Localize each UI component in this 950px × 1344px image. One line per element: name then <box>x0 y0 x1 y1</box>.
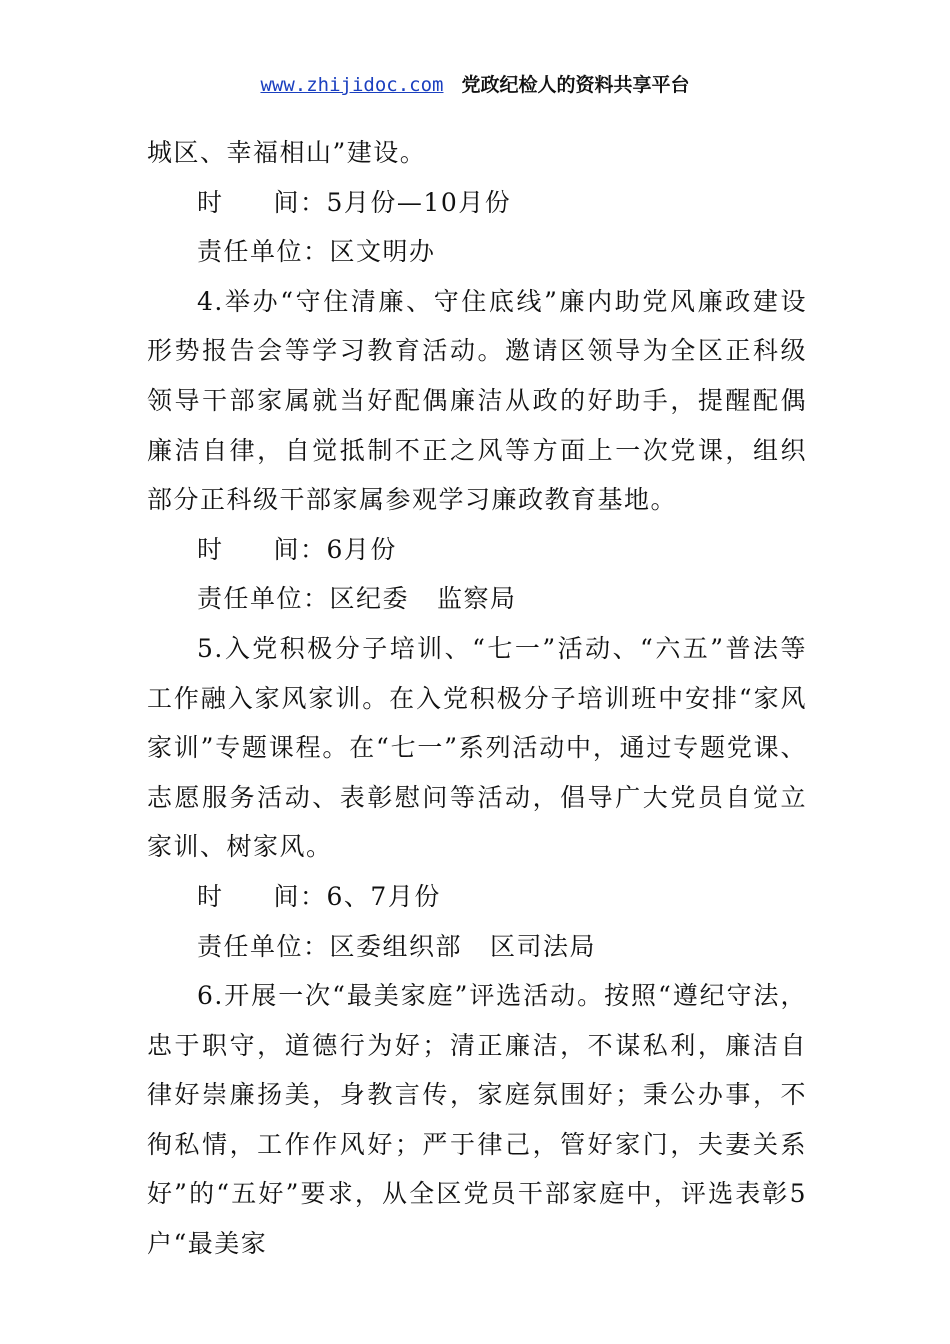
item-6-paragraph: 6.开展一次“最美家庭”评选活动。按照“遵纪守法，忠于职守，道德行为好；清正廉洁，不谋私利，廉洁自律好崇廉扬美，身教言传，家庭氛围好；秉公办事，不徇私情，工作作风好；严于律己，管好家门，夫妻关系好”的“五好”要求，从全区党员干部家庭中，评选表彰5户“最美家 <box>147 981 807 1259</box>
unit-line-2 <box>147 574 807 624</box>
unit-label-1: 责任单位： <box>197 237 330 267</box>
item-5-paragraph: 5.入党积极分子培训、“七一”活动、“六五”普法等工作融入家风家训。在入党积极分子培训班中安排“家风家训”专题课程。在“七一”系列活动中，通过专题党课、志愿服务活动、表彰慰问等活动，倡导广大党员自觉立家训、树家风。 <box>147 633 807 862</box>
time-label-char-1: 时 <box>197 187 224 217</box>
time-label-char-2: 间： <box>273 534 327 564</box>
unit-line-1 <box>147 227 807 277</box>
time-label-char-2: 间： <box>273 187 327 217</box>
unit-value-2b: 监察局 <box>437 584 517 614</box>
paragraph-continuation: 城区、幸福相山”建设。 <box>147 138 427 167</box>
time-label-char-1: 时 <box>197 881 224 911</box>
unit-line-3 <box>147 922 807 972</box>
unit-label-2: 责任单位： <box>197 584 330 614</box>
time-value-2: 6月份 <box>326 534 397 564</box>
unit-value-1: 区文明办 <box>329 237 436 267</box>
time-line-2 <box>147 525 807 575</box>
time-value-1: 5月份—10月份 <box>326 187 512 217</box>
site-link[interactable]: www.zhijidoc.com <box>260 74 444 96</box>
unit-value-3a: 区委组织部 <box>329 931 463 961</box>
time-label-char-2: 间： <box>273 881 327 911</box>
time-line-3 <box>147 872 807 922</box>
unit-value-2a: 区纪委 <box>329 584 410 614</box>
page-header <box>0 72 950 98</box>
item-4-paragraph: 4.举办“守住清廉、守住底线”廉内助党风廉政建设形势报告会等学习教育活动。邀请区领导为全区正科级领导干部家属就当好配偶廉洁从政的好助手，提醒配偶廉洁自律，自觉抵制不正之风等方面上一次党课，组织部分正科级干部家属参观学习廉政教育基地。 <box>147 286 807 515</box>
unit-value-3b: 区司法局 <box>490 931 597 961</box>
time-label-char-1: 时 <box>197 534 224 564</box>
header-title: 党政纪检人的资料共享平台 <box>461 74 690 96</box>
unit-label-3: 责任单位： <box>197 931 330 961</box>
time-value-3: 6、7月份 <box>326 881 441 911</box>
document-body <box>147 128 807 1269</box>
time-line-1 <box>147 178 807 228</box>
